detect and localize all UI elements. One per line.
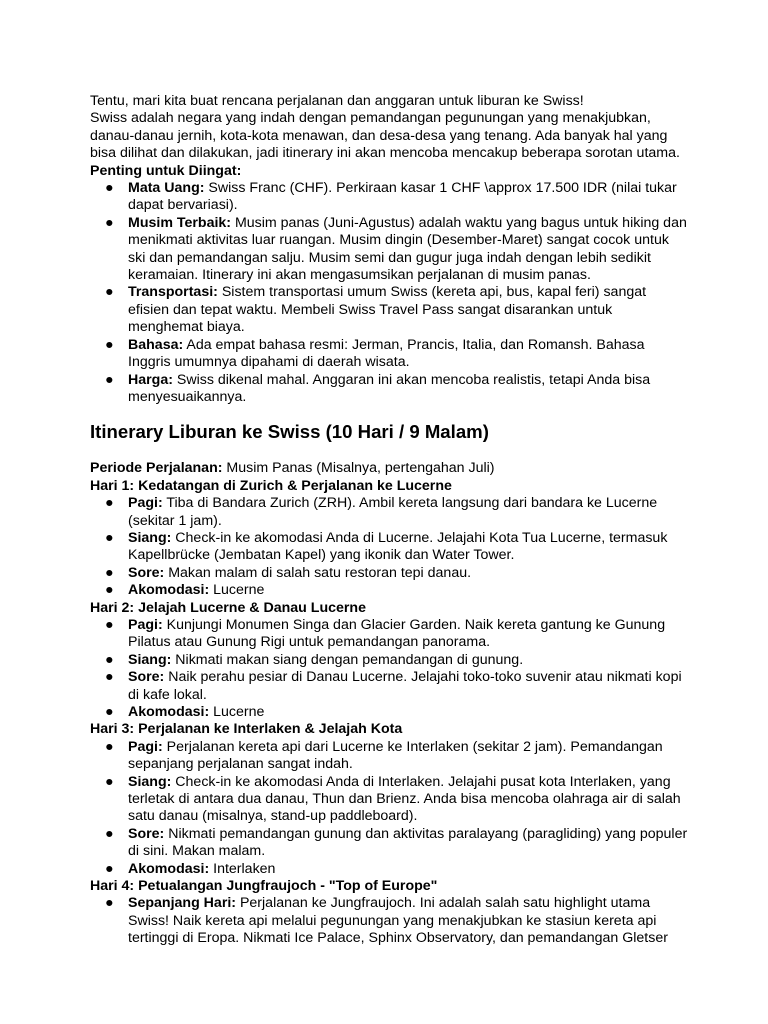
day-list [90,495,690,599]
list-item [90,215,690,285]
item-text: Sistem transportasi umum Swiss (kereta api, bus, kapal feri) sangat efisien dan tepat waktu. Membeli Swiss Travel Pass sangat disarankan untuk menghemat biaya. [128,284,647,336]
item-label: Pagi: [128,495,163,512]
item-label: Transportasi: [128,284,218,301]
bullet-icon: ● [105,180,114,197]
item-text: Swiss Franc (CHF). Perkiraan kasar 1 CHF \approx 17.500 IDR (nilai tukar dapat bervariasi). [128,180,677,214]
period-text: Musim Panas (Misalnya, pertengahan Juli) [222,460,495,477]
list-item [90,284,690,336]
bullet-icon: ● [105,825,114,842]
bullet-icon: ● [105,669,114,686]
item-label: Sore: [128,825,165,842]
item-text: Lucerne [209,704,265,720]
list-item [90,372,690,407]
bullet-icon: ● [105,773,114,790]
day-heading: Hari 4: Petualangan Jungfraujoch - "Top of Europe" [90,878,438,895]
list-item [90,669,690,704]
bullet-icon: ● [105,616,114,633]
day-heading: Hari 3: Perjalanan ke Interlaken & Jelajah Kota [90,721,403,738]
item-text: Ada empat bahasa resmi: Jerman, Prancis, Italia, dan Romansh. Bahasa Inggris umumnya dipahami di daerah wisata. [128,336,645,371]
day-heading: Hari 1: Kedatangan di Zurich & Perjalanan ke Lucerne [90,477,452,494]
item-text: Lucerne [209,582,265,599]
bullet-icon: ● [105,738,114,755]
bullet-icon: ● [105,651,114,668]
item-label: Akomodasi: [128,704,210,720]
bullet-icon: ● [105,495,114,512]
list-item [90,895,690,947]
item-label: Pagi: [128,616,163,633]
item-text: Nikmati pemandangan gunung dan aktivitas paralayang (paragliding) yang populer di sini. Makan malam. [128,825,688,860]
item-text: Swiss dikenal mahal. Anggaran ini akan mencoba realistis, tetapi Anda bisa menyesuaikannya. [128,371,651,405]
list-item [90,826,690,861]
itinerary-title: Itinerary Liburan ke Swiss (10 Hari / 9 Malam) [90,421,489,443]
item-label: Mata Uang: [128,180,205,197]
item-text: Musim panas (Juni-Agustus) adalah waktu yang bagus untuk hiking dan menikmati aktivitas luar ruangan. Musim dingin (Desember-Maret) sangat cocok untuk ski dan pemandangan salju. Musim semi dan gugur juga indah dengan lebih sedikit keramaian. Itinerary ini akan mengasumsikan perjalanan di musim panas. [128,214,687,284]
item-label: Siang: [128,773,172,790]
item-label: Siang: [128,529,172,546]
day-list [90,895,690,947]
bullet-icon: ● [105,336,114,353]
bullet-icon: ● [105,704,114,720]
intro-greeting: Tentu, mari kita buat rencana perjalanan dan anggaran untuk liburan ke Swiss! [90,93,584,109]
important-list [90,180,690,406]
item-label: Musim Terbaik: [128,214,232,231]
item-label: Harga: [128,371,173,388]
list-item [90,495,690,530]
item-label: Akomodasi: [128,582,210,599]
bullet-icon: ● [105,582,114,599]
item-label: Pagi: [128,738,163,755]
item-text: Naik perahu pesiar di Danau Lucerne. Jelajahi toko-toko suvenir atau nikmati kopi di kafe lokal. [128,669,682,703]
item-label: Bahasa: [128,336,184,353]
list-item [90,582,690,599]
travel-period [90,460,690,477]
item-label: Sepanjang Hari: [128,895,237,912]
item-label: Sore: [128,669,165,686]
bullet-icon: ● [105,895,114,912]
important-heading: Penting untuk Diingat: [90,162,242,179]
list-item [90,565,690,582]
period-label: Periode Perjalanan: [90,460,223,477]
list-item [90,617,690,652]
list-item [90,530,690,565]
item-text: Perjalanan kereta api dari Lucerne ke Interlaken (sekitar 2 jam). Pemandangan sepanjang perjalanan sangat indah. [128,738,663,773]
bullet-icon: ● [105,371,114,388]
bullet-icon: ● [105,564,114,581]
bullet-icon: ● [105,860,114,877]
list-item [90,739,690,774]
list-item [90,652,690,669]
item-text: Interlaken [209,860,276,877]
item-text: Makan malam di salah satu restoran tepi danau. [164,564,472,581]
day-list [90,617,690,721]
list-item [90,861,690,878]
day-list [90,739,690,878]
item-text: Tiba di Bandara Zurich (ZRH). Ambil kereta langsung dari bandara ke Lucerne (sekitar 1 jam). [128,495,658,529]
item-label: Siang: [128,651,172,668]
list-item [90,180,690,215]
item-text: Perjalanan ke Jungfraujoch. Ini adalah salah satu highlight utama Swiss! Naik kereta api melalui pegunungan yang menakjubkan ke stasiun kereta api tertinggi di Eropa. Nikmati Ice Palace, Sphinx Observatory, dan pemandangan Gletser [128,895,668,947]
bullet-icon: ● [105,284,114,301]
item-text: Kunjungi Monumen Singa dan Glacier Garden. Naik kereta gantung ke Gunung Pilatus atau Gunung Rigi untuk pemandangan panorama. [128,616,666,651]
intro-paragraph: Swiss adalah negara yang indah dengan pemandangan pegunungan yang menakjubkan, danau-danau jernih, kota-kota menawan, dan desa-desa yang tenang. Ada banyak hal yang bisa dilihat dan dilakukan, jadi itinerary ini akan mencoba mencakup beberapa sorotan utama. [90,110,680,162]
item-label: Sore: [128,564,165,581]
list-item [90,774,690,826]
document-page [90,93,690,948]
item-label: Akomodasi: [128,860,210,877]
item-text: Check-in ke akomodasi Anda di Interlaken. Jelajahi pusat kota Interlaken, yang terletak di antara dua danau, Thun dan Brienz. Anda bisa mencoba olahraga air di salah satu danau (misalnya, stand-up paddleboard). [128,773,681,825]
bullet-icon: ● [105,214,114,231]
list-item [90,704,690,721]
item-text: Nikmati makan siang dengan pemandangan di gunung. [171,651,524,668]
day-heading: Hari 2: Jelajah Lucerne & Danau Lucerne [90,599,366,616]
list-item [90,337,690,372]
bullet-icon: ● [105,529,114,546]
item-text: Check-in ke akomodasi Anda di Lucerne. Jelajahi Kota Tua Lucerne, termasuk Kapellbrücke (Jembatan Kapel) yang ikonik dan Water Tower. [128,529,668,564]
